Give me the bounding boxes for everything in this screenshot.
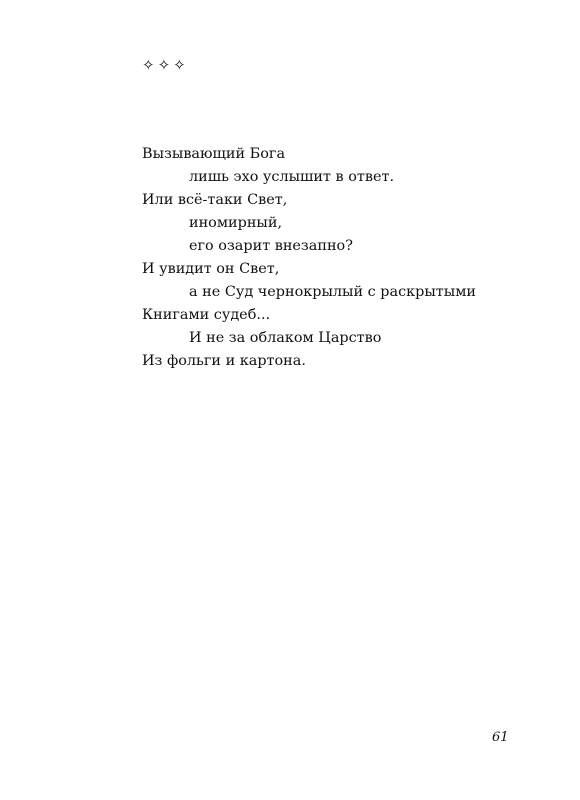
poem-line: лишь эхо услышит в ответ. (189, 169, 395, 185)
page-number: 61 (492, 730, 509, 745)
poem-line: его озарит внезапно? (189, 238, 353, 254)
poem-line: а не Суд чернокрылый с раскрытыми (189, 284, 477, 300)
poem-line: И не за облаком Царство (189, 330, 382, 346)
poem-line: Из фольги и картона. (142, 353, 306, 369)
poem-line: Книгами судеб... (142, 307, 271, 323)
poem-line: И увидит он Свет, (142, 261, 280, 277)
section-ornament: ✧✧✧ (142, 56, 189, 74)
poem-line: Вызывающий Бога (142, 146, 286, 162)
poem-line: иномирный, (189, 215, 283, 231)
poem-line: Или всё-таки Свет, (142, 192, 288, 208)
poem (142, 143, 542, 373)
